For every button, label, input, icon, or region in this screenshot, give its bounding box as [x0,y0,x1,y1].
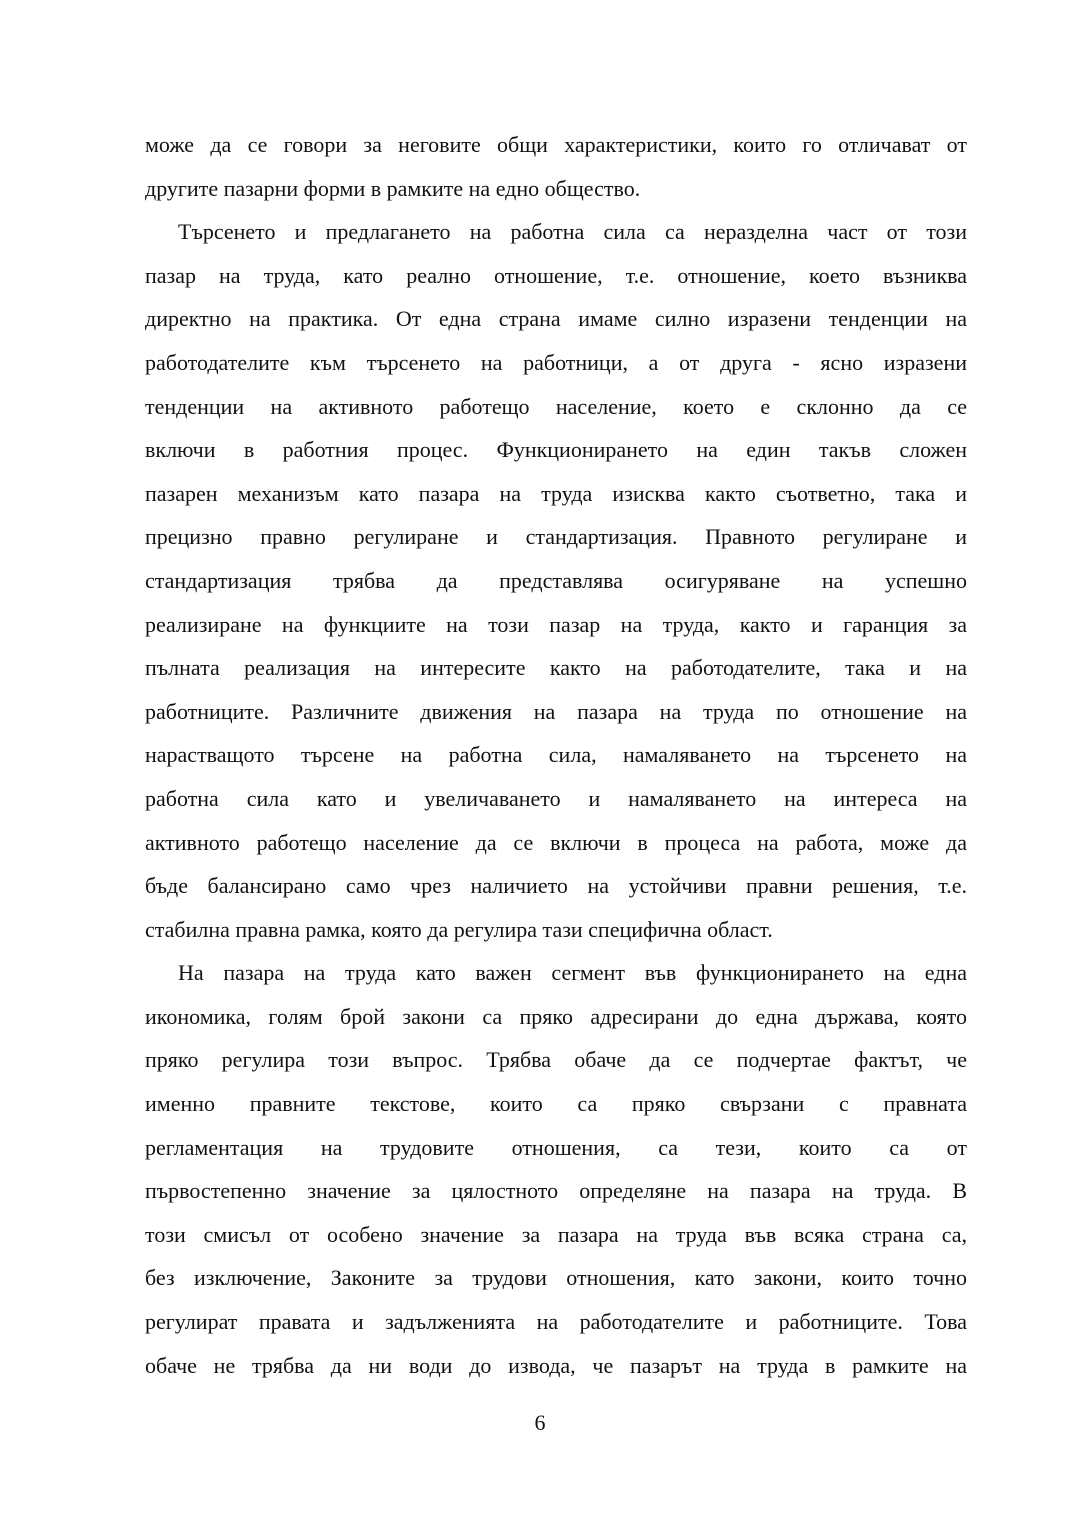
text-line: нарастващото търсене на работна сила, намаляването на търсенето на [145,742,967,768]
text-line: икономика, голям брой закони са пряко адресирани до една държава, която [145,1003,967,1029]
text-line: стабилна правна рамка, която да регулира тази специфична област. [145,916,773,942]
text-line: регулират правата и задълженията на работодателите и работниците. Това [145,1309,967,1335]
text-line: работодателите към търсенето на работници, а от друга - ясно изразени [145,349,967,375]
paragraph-first-line: На пазара на труда като важен сегмент във функционирането на една [178,960,967,986]
text-line: работна сила като и увеличаването и намаляването на интереса на [145,785,967,811]
text-line: другите пазарни форми в рамките на едно общество. [145,175,641,201]
text-line: пазарен механизъм като пазара на труда изисква както съответно, така и [145,480,967,506]
text-line: регламентация на трудовите отношения, са тези, които са от [145,1134,967,1160]
text-line: прецизно правно регулиране и стандартизация. Правното регулиране и [145,524,967,550]
text-line: бъде балансирано само чрез наличието на устойчиви правни решения, т.е. [145,873,967,899]
body-text [145,123,967,1387]
text-line: реализиране на функциите на този пазар на труда, както и гаранция за [145,611,967,637]
text-line: обаче не трябва да ни води до извода, че пазарът на труда в рамките на [145,1352,967,1378]
page-number: 6 [534,1410,546,1435]
text-line: може да се говори за неговите общи характеристики, които го отличават от [145,132,967,157]
text-line: директно на практика. От една страна имаме силно изразени тенденции на [145,306,967,332]
text-line: първостепенно значение за цялостното определяне на пазара на труда. В [145,1178,967,1204]
text-line: работниците. Различните движения на пазара на труда по отношение на [145,698,967,724]
text-line: стандартизация трябва да представлява осигуряване на успешно [145,567,967,593]
text-line: именно правните текстове, които са пряко свързани с правната [145,1091,967,1117]
text-line: тенденции на активното работещо население, което е склонно да се [145,393,967,419]
paragraph-first-line: Търсенето и предлагането на работна сила са неразделна част от този [178,219,967,245]
text-line: пълната реализация на интересите както на работодателите, така и на [145,655,967,681]
text-line: без изключение, Законите за трудови отношения, като закони, които точно [145,1265,967,1291]
text-line: пряко регулира този въпрос. Трябва обаче да се подчертае фактът, че [145,1047,967,1073]
text-line: включи в работния процес. Функционирането на един такъв сложен [145,437,967,463]
text-line: пазар на труда, като реално отношение, т.е. отношение, което възниква [145,262,967,288]
text-line: този смисъл от особено значение за пазара на труда във всяка страна са, [145,1221,967,1247]
text-line: активното работещо население да се включи в процеса на работа, може да [145,829,967,855]
